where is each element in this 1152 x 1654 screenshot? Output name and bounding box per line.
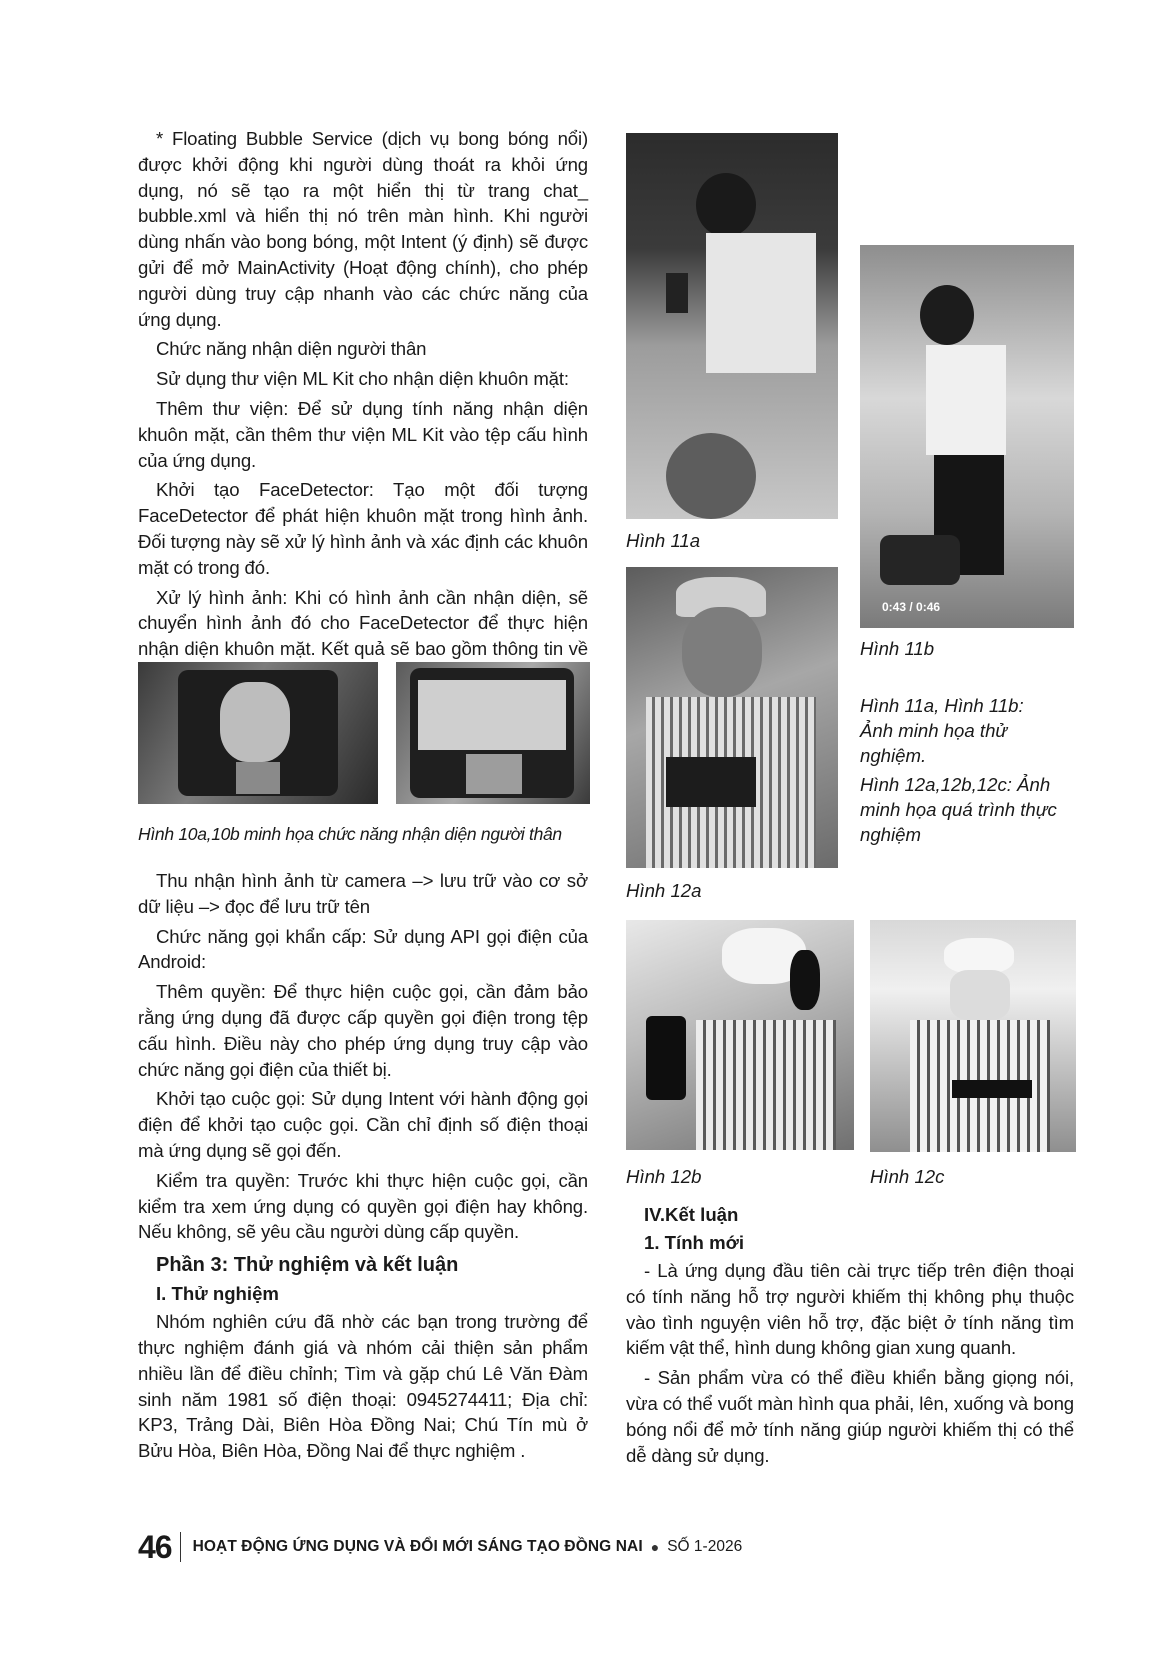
bullet-icon: ● bbox=[650, 1539, 660, 1555]
page-number: 46 bbox=[138, 1528, 172, 1565]
left-column-bottom bbox=[138, 868, 588, 1468]
figure-10b-photo bbox=[396, 662, 590, 804]
issue-number: SỐ 1-2026 bbox=[667, 1538, 743, 1555]
section-1-heading: I. Thử nghiệm bbox=[156, 1283, 279, 1305]
figure-12c-photo bbox=[870, 920, 1076, 1152]
figure-12b-photo bbox=[626, 920, 854, 1150]
figure-12b-label: Hình 12b bbox=[626, 1166, 702, 1187]
figure-11b-label: Hình 11b bbox=[860, 638, 935, 659]
figure-12-side-caption: Hình 12a,12b,12c: Ảnh minh họa quá trình thực nghiệm bbox=[860, 774, 1057, 845]
paragraph: Nhóm nghiên cứu đã nhờ các bạn trong trường để thực nghiệm đánh giá và nhóm cải thiện sản phẩm nhiều lần để điều chỉnh; Tìm và gặp chú Lê Văn Đàm sinh năm 1981 số điện thoại: 0945274411; Địa chỉ: KP3, Trảng Dài, Biên Hòa Đồng Nai; Chú Tín mù ở Bửu Hòa, Biên Hòa, Đồng Nai để thực nghiệm . bbox=[138, 1311, 588, 1462]
right-column-conclusion bbox=[626, 1202, 1074, 1472]
part-3-heading: Phần 3: Thử nghiệm và kết luận bbox=[156, 1254, 459, 1277]
paragraph: Kiểm tra quyền: Trước khi thực hiện cuộc gọi, cần kiểm tra xem ứng dụng có quyền gọi điện hay không. Nếu không, sẽ yêu cầu người dùng cấp quyền. bbox=[138, 1169, 588, 1243]
figure-12a-photo bbox=[626, 567, 838, 868]
paragraph: Sử dụng thư viện ML Kit cho nhận diện khuôn mặt: bbox=[156, 368, 569, 390]
video-timestamp: 0:43 / 0:46 bbox=[882, 600, 941, 614]
novelty-heading: 1. Tính mới bbox=[644, 1232, 744, 1253]
footer-divider bbox=[180, 1532, 181, 1562]
paragraph: Thu nhận hình ảnh từ camera –> lưu trữ vào cơ sở dữ liệu –> đọc để lưu trữ tên bbox=[138, 870, 588, 917]
figure-11-side-caption: Hình 11a, Hình 11b: Ảnh minh họa thử nghiệm. bbox=[860, 695, 1024, 766]
paragraph: Chức năng nhận diện người thân bbox=[156, 338, 427, 360]
paragraph: Xử lý hình ảnh: Khi có hình ảnh cần nhận diện, sẽ chuyển hình ảnh đó cho FaceDetector để thực hiện nhận diện khuôn mặt. Kết quả sẽ bao gồm thông tin về bbox=[138, 586, 588, 660]
paragraph: - Sản phẩm vừa có thể điều khiển bằng giọng nói, vừa có thể vuốt màn hình qua phải, lên, xuống và bong bóng nổi để mở tính năng giúp người khiếm thị có thể dễ dàng sử dụng. bbox=[626, 1367, 1074, 1466]
paragraph: Thêm quyền: Để thực hiện cuộc gọi, cần đảm bảo rằng ứng dụng đã được cấp quyền gọi điện trong tệp cấu hình. Điều này cho phép ứng dụng truy cập vào chức năng gọi điện của thiết bị. bbox=[138, 981, 588, 1080]
paragraph: - Là ứng dụng đầu tiên cài trực tiếp trên điện thoại có tính năng hỗ trợ người khiếm thị không phụ thuộc vào tình nguyện viên hỗ trợ, đặc biệt ở tính năng tìm kiếm vật thể, hình dung không gian xung quanh. bbox=[626, 1260, 1074, 1359]
paragraph: Chức năng gọi khẩn cấp: Sử dụng API gọi điện của Android: bbox=[138, 925, 588, 973]
paragraph: Thêm thư viện: Để sử dụng tính năng nhận diện khuôn mặt, cần thêm thư viện ML Kit vào tệp cấu hình của ứng dụng. bbox=[138, 397, 588, 471]
figure-12a-label: Hình 12a bbox=[626, 880, 702, 901]
paragraph: Khởi tạo cuộc gọi: Sử dụng Intent với hành động gọi điện để khởi tạo cuộc gọi. Cần chỉ định số điện thoại mà ứng dụng sẽ gọi đến. bbox=[138, 1088, 588, 1161]
paragraph: Khởi tạo FaceDetector: Tạo một đối tượng FaceDetector để phát hiện khuôn mặt trong hình ảnh. Đối tượng này sẽ xử lý hình ảnh và xác định các khuôn mặt có trong đó. bbox=[138, 479, 588, 578]
paragraph: * Floating Bubble Service (dịch vụ bong bóng nổi) được khởi động khi người dùng thoát ra khỏi ứng dụng, nó sẽ tạo ra một hiển thị từ trang chat_ bubble.xml và hiển thị nó trên màn hình. Khi người dùng nhấn vào bong bóng, một Intent (ý định) sẽ được gửi để mở MainActivity (Hoạt động chính), cho phép người dùng truy cập nhanh vào các chức năng của ứng dụng. bbox=[138, 128, 588, 330]
figure-11a-photo bbox=[626, 133, 838, 519]
figure-10-caption: Hình 10a,10b minh họa chức năng nhận diện người thân bbox=[138, 824, 562, 844]
figure-10a-photo bbox=[138, 662, 378, 804]
page-footer bbox=[138, 1527, 1038, 1567]
conclusion-heading: IV.Kết luận bbox=[644, 1204, 739, 1225]
figure-12c-label: Hình 12c bbox=[870, 1166, 945, 1187]
figure-11a-label: Hình 11a bbox=[626, 530, 701, 551]
left-column-top bbox=[138, 126, 588, 692]
figure-11b-photo bbox=[860, 245, 1074, 628]
publication-name: HOẠT ĐỘNG ỨNG DỤNG VÀ ĐỔI MỚI SÁNG TẠO ĐỒNG NAI bbox=[192, 1538, 643, 1555]
